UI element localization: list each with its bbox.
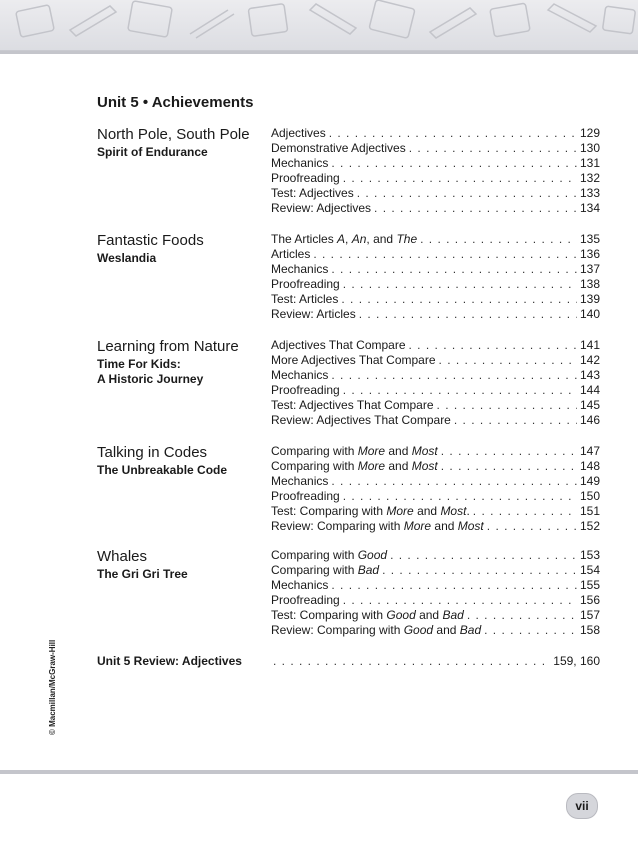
entry-list	[271, 126, 600, 216]
entry-label: Mechanics	[271, 156, 329, 170]
dot-leader	[343, 593, 577, 608]
dot-leader	[374, 201, 577, 216]
story-subtitle: The Unbreakable Code	[97, 463, 228, 477]
entry-label: Test: Comparing with More and Most.	[271, 504, 470, 518]
entry-page-number: 151	[579, 504, 600, 518]
entry-label: Proofreading	[271, 277, 340, 291]
entry-label: Review: Adjectives	[271, 201, 372, 215]
entry-page-number: 139	[579, 292, 600, 306]
entry-label: Demonstrative Adjectives	[271, 141, 406, 155]
toc-entry[interactable]	[271, 277, 600, 292]
dot-leader	[409, 338, 577, 353]
entry-page-number: 146	[579, 413, 600, 427]
toc-entry[interactable]	[271, 548, 600, 563]
dot-leader	[484, 623, 577, 638]
unit-review-leader	[273, 654, 600, 669]
toc-entry[interactable]	[271, 368, 600, 383]
dot-leader	[473, 504, 577, 519]
unit-review-title: Unit 5 Review: Adjectives	[97, 654, 242, 668]
entry-page-number: 141	[579, 338, 600, 352]
entry-label: Adjectives That Compare	[271, 338, 406, 352]
entry-label: Review: Adjectives That Compare	[271, 413, 451, 427]
entry-page-number: 148	[579, 459, 600, 473]
story-block	[97, 444, 269, 478]
entry-label: Test: Adjectives That Compare	[271, 398, 434, 412]
dot-leader	[331, 474, 577, 489]
story-subtitle: Spirit of Endurance	[97, 145, 208, 159]
toc-entry[interactable]	[271, 563, 600, 578]
entry-page-number: 150	[579, 489, 600, 503]
entry-page-number: 155	[579, 578, 600, 592]
toc-entry[interactable]	[271, 474, 600, 489]
story-title: Learning from Nature	[97, 338, 239, 355]
dot-leader	[331, 156, 577, 171]
dot-leader	[343, 171, 577, 186]
toc-entry[interactable]	[271, 578, 600, 593]
entry-page-number: 136	[579, 247, 600, 261]
toc-entry[interactable]	[271, 459, 600, 474]
entry-label: Proofreading	[271, 593, 340, 607]
story-block	[97, 548, 269, 582]
toc-entry[interactable]	[271, 247, 600, 262]
entry-page-number: 137	[579, 262, 600, 276]
toc-entry[interactable]	[271, 623, 600, 638]
story-subtitle: The Gri Gri Tree	[97, 567, 188, 581]
entry-label: Proofreading	[271, 171, 340, 185]
dot-leader	[343, 277, 577, 292]
dot-leader	[331, 262, 577, 277]
toc-entry[interactable]	[271, 398, 600, 413]
entry-page-number: 134	[579, 201, 600, 215]
entry-page-number: 140	[579, 307, 600, 321]
dot-leader	[437, 398, 577, 413]
unit-heading: Unit 5 • Achievements	[97, 94, 254, 111]
entry-page-number: 133	[579, 186, 600, 200]
story-block	[97, 232, 269, 266]
dot-leader	[487, 519, 577, 534]
story-subtitle: A Historic Journey	[97, 372, 204, 386]
entry-page-number: 156	[579, 593, 600, 607]
entry-label: Test: Comparing with Good and Bad	[271, 608, 464, 622]
dot-leader	[382, 563, 577, 578]
dot-leader	[409, 141, 577, 156]
dot-leader	[390, 548, 577, 563]
school-supplies-pattern-icon	[0, 0, 638, 50]
dot-leader	[441, 444, 577, 459]
dot-leader	[313, 247, 577, 262]
entry-page-number: 158	[579, 623, 600, 637]
entry-label: The Articles A, An, and The	[271, 232, 418, 246]
toc-entry[interactable]	[271, 292, 600, 307]
toc-entry[interactable]	[271, 156, 600, 171]
dot-leader	[343, 489, 577, 504]
entry-page-number: 153	[579, 548, 600, 562]
story-title: Whales	[97, 548, 148, 565]
entry-label: Adjectives	[271, 126, 326, 140]
toc-entry[interactable]	[271, 141, 600, 156]
entry-label: Proofreading	[271, 383, 340, 397]
dot-leader	[359, 307, 577, 322]
toc-entry[interactable]	[271, 201, 600, 216]
story-block	[97, 126, 269, 160]
toc-entry[interactable]	[271, 444, 600, 459]
dot-leader	[341, 292, 577, 307]
entry-label: Comparing with Bad	[271, 563, 380, 577]
toc-entry[interactable]	[271, 126, 600, 141]
toc-entry[interactable]	[271, 307, 600, 322]
toc-entry[interactable]	[271, 338, 600, 353]
entry-label: Proofreading	[271, 489, 340, 503]
toc-entry[interactable]	[271, 489, 600, 504]
copyright-notice: © Macmillan/McGraw-Hill	[48, 639, 57, 735]
top-rule	[0, 51, 638, 54]
toc-entry[interactable]	[271, 383, 600, 398]
entry-page-number: 143	[579, 368, 600, 382]
entry-label: Review: Comparing with Good and Bad	[271, 623, 482, 637]
entry-page-number: 145	[579, 398, 600, 412]
decorative-banner	[0, 0, 638, 51]
dot-leader	[329, 126, 577, 141]
entry-page-number: 157	[579, 608, 600, 622]
entry-label: Review: Comparing with More and Most	[271, 519, 484, 533]
dot-leader	[331, 578, 577, 593]
entry-page-number: 130	[579, 141, 600, 155]
toc-entry[interactable]	[271, 262, 600, 277]
story-title: North Pole, South Pole	[97, 126, 250, 143]
toc-entry[interactable]	[271, 519, 600, 534]
entry-list	[271, 338, 600, 428]
entry-label: Mechanics	[271, 368, 329, 382]
entry-label: Comparing with More and Most	[271, 444, 438, 458]
dot-leader	[357, 186, 577, 201]
story-title: Fantastic Foods	[97, 232, 204, 249]
entry-label: Comparing with Good	[271, 548, 388, 562]
toc-entry[interactable]	[271, 504, 600, 519]
entry-page-number: 154	[579, 563, 600, 577]
dot-leader	[343, 383, 577, 398]
entry-label: Articles	[271, 247, 311, 261]
bottom-rule	[0, 770, 638, 774]
toc-entry[interactable]	[271, 413, 600, 428]
toc-entry[interactable]	[271, 608, 600, 623]
entry-label: Review: Articles	[271, 307, 356, 321]
entry-label: Mechanics	[271, 262, 329, 276]
entry-page-number: 129	[579, 126, 600, 140]
entry-page-number: 147	[579, 444, 600, 458]
entry-page-number: 152	[579, 519, 600, 533]
dot-leader	[467, 608, 577, 623]
dot-leader	[439, 353, 577, 368]
entry-list	[271, 444, 600, 534]
story-subtitle: Time For Kids:	[97, 357, 181, 371]
dot-leader	[441, 459, 577, 474]
toc-entry[interactable]	[271, 353, 600, 368]
entry-page-number: 135	[579, 232, 600, 246]
entry-page-number: 138	[579, 277, 600, 291]
page-number-badge: vii	[566, 793, 598, 819]
entry-label: Comparing with More and Most	[271, 459, 438, 473]
story-block	[97, 338, 269, 387]
dot-leader	[420, 232, 577, 247]
entry-page-number: 142	[579, 353, 600, 367]
unit-review-pages: 159, 160	[553, 654, 600, 668]
entry-label: Mechanics	[271, 578, 329, 592]
dot-leader	[273, 654, 547, 669]
entry-list	[271, 232, 600, 322]
entry-label: More Adjectives That Compare	[271, 353, 436, 367]
entry-label: Test: Articles	[271, 292, 339, 306]
toc-entry[interactable]	[271, 593, 600, 608]
story-subtitle: Weslandia	[97, 251, 157, 265]
entry-label: Test: Adjectives	[271, 186, 354, 200]
entry-page-number: 132	[579, 171, 600, 185]
entry-label: Mechanics	[271, 474, 329, 488]
toc-entry[interactable]	[271, 186, 600, 201]
toc-entry[interactable]	[271, 232, 600, 247]
dot-leader	[454, 413, 577, 428]
story-title: Talking in Codes	[97, 444, 208, 461]
entry-list	[271, 548, 600, 638]
toc-entry[interactable]	[271, 171, 600, 186]
dot-leader	[331, 368, 577, 383]
entry-page-number: 131	[579, 156, 600, 170]
entry-page-number: 149	[579, 474, 600, 488]
entry-page-number: 144	[579, 383, 600, 397]
